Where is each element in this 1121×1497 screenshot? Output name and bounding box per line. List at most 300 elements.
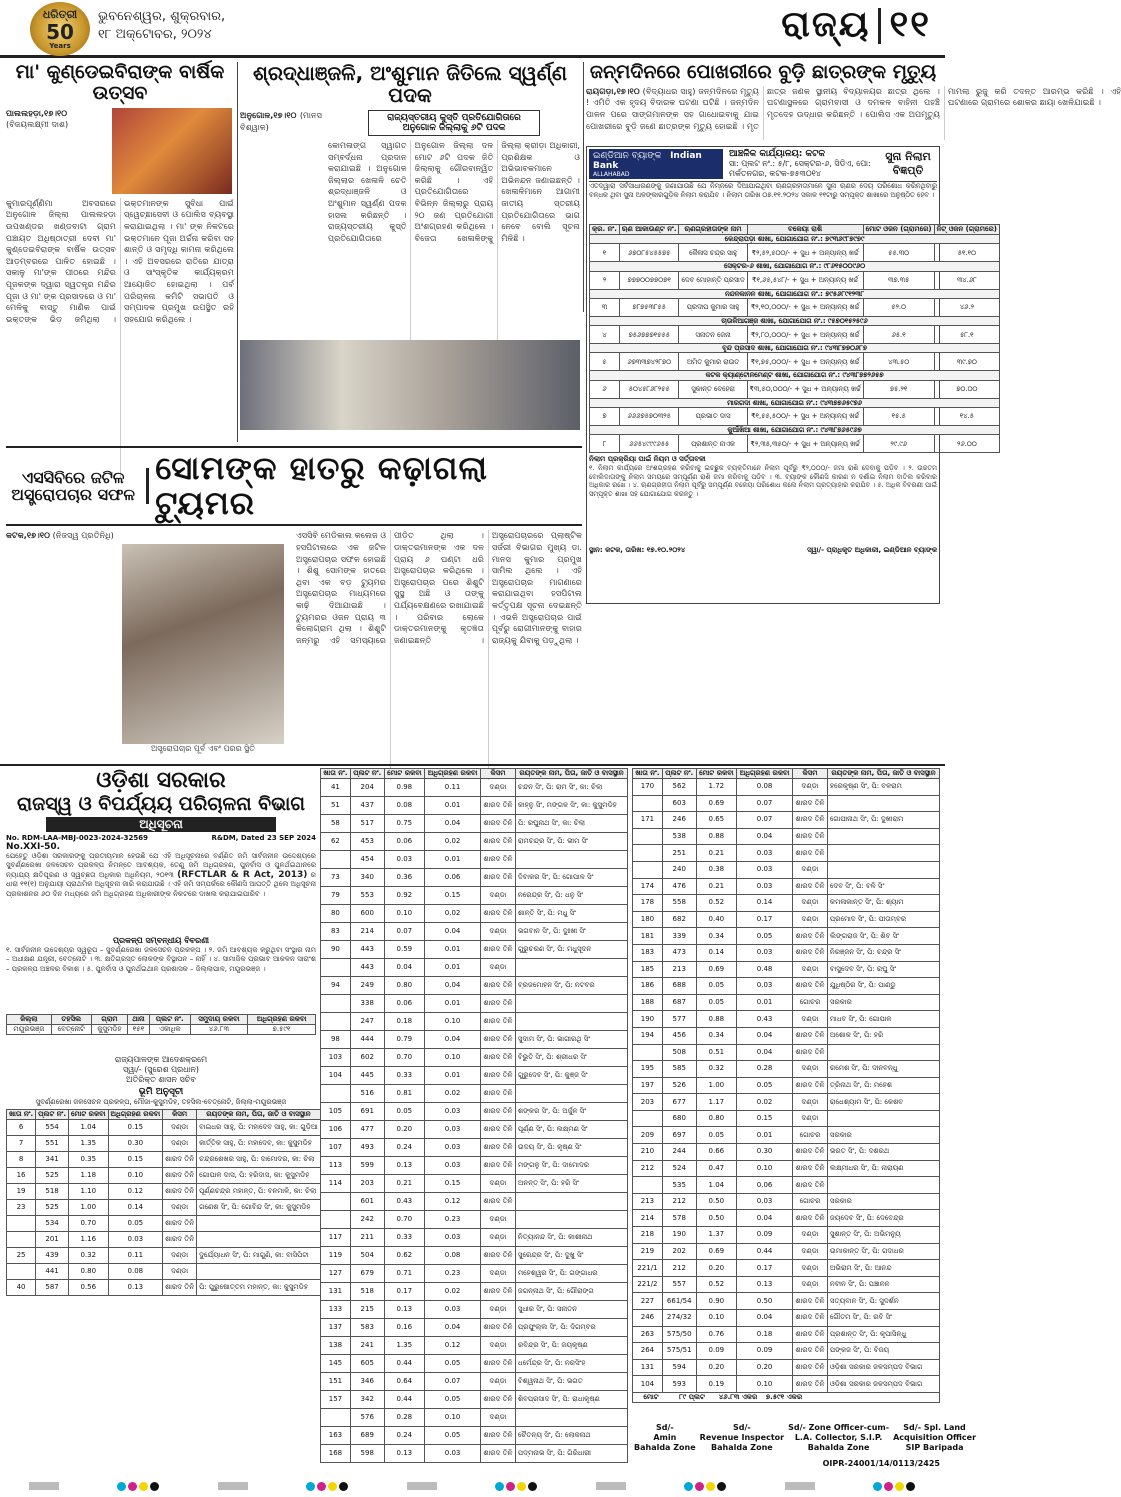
table-cell: 0.07 (737, 812, 793, 829)
table-cell: 0.02 (425, 905, 481, 923)
table-cell: 576 (350, 1409, 384, 1427)
table-row (633, 861, 940, 878)
table-cell: ୩ (590, 298, 620, 316)
table-cell: 0.70 (384, 1049, 424, 1067)
table-row (321, 1373, 628, 1391)
table-cell: 682 (662, 911, 696, 928)
table-cell: ଅଶୋକ ସିଂ, ପି: ହରି (827, 1027, 939, 1044)
table-cell: 518 (36, 1184, 69, 1200)
table-cell: 106 (321, 1121, 351, 1139)
land-summary-table (6, 1014, 316, 1035)
table-cell: ଶାରଦ ତିନି (793, 928, 828, 945)
table-cell: 1.35 (69, 1136, 108, 1152)
table-cell: 25 (7, 1248, 36, 1264)
table-cell: 197 (633, 1077, 663, 1094)
table-cell: 0.09 (737, 1227, 793, 1244)
table-cell: ଦଣ୍ଡା (481, 959, 516, 977)
signature-line: Acquisition Officer (893, 1432, 977, 1442)
table-cell: ଦୁର୍ଯ୍ୟୋଧନ ସିଂ, ପି: ମାଗୁଣି, କା: ବାସିପିଟା (197, 1248, 321, 1264)
table-header: କ୍ର. ନଂ. (590, 225, 620, 235)
table-cell: 0.19 (696, 1376, 736, 1393)
table-row (633, 1110, 940, 1127)
table-cell: ₹୧,୭୫,୦୦୦/- + ସୁଧ + ଅନ୍ୟାନ୍ୟ ଖର୍ଚ୍ଚ (747, 353, 863, 371)
table-cell: 174 (633, 878, 663, 895)
table-cell: ୬୬୬୭୫୭୦୩୨୫ (619, 408, 679, 426)
table-cell: ଗୋଚର (793, 1193, 828, 1210)
table-row (633, 1077, 940, 1094)
table-cell: 0.05 (696, 994, 736, 1011)
table-cell: ଶାରଦ ତିନି (793, 978, 828, 995)
table-cell (321, 1193, 351, 1211)
registration-dot (128, 1482, 137, 1491)
table-cell: 83 (321, 923, 351, 941)
land-schedule-right: ଖାତା ନଂ. ପ୍ଲଟ ନଂ. ମୋଟ ରକବା ଅଧିଗ୍ରହଣ ରକବା କିସମ ରୟତଙ୍କ ନାମ, ପିତା, ଜାତି ଓ ବାସସ୍ଥାନ 170 562 1.72 0.08 ଦଣ୍ଡା ହରେକୃଷ୍ଣ ସିଂ, ପି: ବଳରାମ 603 0.69 0.07 ଶାରଦ ତିନି 171 246 0.65 0.07 ଶାରଦ ତିନି ଗୋପୀନାଥ ସିଂ, ପି: ଦୁଖୀରାମ 538 0.88 0.04 ଶାରଦ ତିନି 251 0.21 0.03 ଶାରଦ ତିନି 240 0.38 0.03 ଦଣ୍ଡା 174 476 0.21 0.03 ଶାରଦ ତିନି ଦେବ ସିଂ, ପି: ବଳି ସିଂ 178 558 0.52 0.14 ଦଣ୍ଡା କମଳାକାନ୍ତ ସିଂ, ପି: ଶ୍ୟାମ 180 682 0.40 0.17 ଦଣ୍ଡା ପ୍ରମୋଦ ସିଂ, ପି: ପୀତାମ୍ବର 181 339 0.34 0.05 ଶାରଦ ତିନି ଲିଙ୍ଗରାଜ ସିଂ, ପି: ଶିବ ସିଂ 183 473 0.14 0.03 ଶାରଦ ତିନି ନିରଞ୍ଜନ ସିଂ, ପି: ଚନ୍ଦ୍ର ସିଂ 185 213 0.69 0.48 ଦଣ୍ଡା ବାସୁଦେବ ସିଂ, ପି: ରଘୁ ସିଂ 186 688 0.05 0.03 ଶାରଦ ତିନି ଯୁଧିଷ୍ଠିର ସିଂ, ପି: ପାଣ୍ଡୁ 188 687 0.05 0.01 ଗୋଚର ସରକାର 190 577 0.88 0.43 ଦଣ୍ଡା ମାଧବ ସିଂ, ପି: ଗୋପାଳ 194 456 0.34 0.04 ଶାରଦ ତିନି ଅଶୋକ ସିଂ, ପି: ହରି 508 0.51 0.04 ଶାରଦ ତିନି 195 585 0.32 0.28 ଦଣ୍ଡା ରମେଶ ସିଂ, ପି: ଦୀନବନ୍ଧୁ 197 526 1.00 0.05 ଶାରଦ ତିନି ତ୍ରିନାଥ ସିଂ, ପି: ମହେଶ 203 677 1.17 0.02 ଦଣ୍ଡା ରାଧେଶ୍ୟାମ ସିଂ, ପି: କେଶବ 680 0.80 0.15 ଦଣ୍ଡା 209 697 0.05 0.01 ଗୋଚର ସରକାର 210 244 0.66 0.30 ଶାରଦ ତିନି ଭରତ ସିଂ, ପି: ଦଶରଥ 212 524 0.47 0.10 ଶାରଦ ତିନି ଲକ୍ଷ୍ମୀଧର ସିଂ, ପି: ନାରାୟଣ 535 1.04 0.06 ଶାରଦ ତିନି 213 212 0.50 0.03 ଗୋଚର ସରକାର 214 578 0.50 0.04 ଶାରଦ ତିନି ଜୟଦେବ ସିଂ, ପି: ଦେବେନ୍ଦ୍ର 218 190 1.37 0.09 ଦଣ୍ଡା ସୁଶାନ୍ତ ସିଂ, ପି: ଅଭିମନ୍ୟୁ 219 202 0.69 0.44 ଦଣ୍ଡା ଉମାକାନ୍ତ ସିଂ, ପି: ଗଦାଧର 221/1 212 0.20 0.17 ଦଣ୍ଡା ଅଭିରାମ ସିଂ, ପି: ଆନନ୍ଦ 221/2 557 0.52 0.13 ଦଣ୍ଡା ନବୀନ ସିଂ, ପି: ପଞ୍ଚାନନ 227 661/54 0.90 0.50 ଶାରଦ ତିନି ସତ୍ୟବାନ ସିଂ, ପି: ସୁଦର୍ଶନ 246 274/32 0.10 0.04 ଶାରଦ ତିନି ଗୌତମ ସିଂ, ପି: ରବି ସିଂ 263 575/50 0.76 0.18 ଶାରଦ ତିନି ପ୍ରଶାନ୍ତ ସିଂ, ପି: କୃପାସିନ୍ଧୁ 264 575/51 0.09 0.09 ଶାରଦ ତିନି ପଙ୍କଜ ସିଂ, ପି: ବିଜୟ 131 594 0.20 0.20 ଶାରଦ ତିନି ଓଡ଼ିଶା ସରକାର ଜଳସମ୍ପଦ ବିଭାଗ 104 593 0.19 0.10 ଶାରଦ ତିନି ଓଡ଼ିଶା ସରକାର ଜଳସମ୍ପଦ ବିଭାଗ ମୋଟ ୮୯ ପ୍ଲଟ ୪୬.୮୩ ଏକର ୭.୫୯୧ ଏକର Sd/- Sd/- Sd/- Zone Officer-cum- Sd/- Spl. Land Amin Revenue Inspector L.A. Collector, S.I.P. Acquisition Officer Bahalda Zone Bahalda Zone Bahalda Zone SIP Baripada OIPR-24001/14/0113/2425 (634, 769, 977, 1468)
table-cell: 0.32 (696, 1061, 736, 1078)
table-cell: ₹୨,୧୦,୦୦୦/- + ସୁଧ + ଅନ୍ୟାନ୍ୟ ଖର୍ଚ୍ଚ (747, 298, 863, 316)
table-cell: 104 (633, 1376, 663, 1393)
table-cell: 445 (350, 1067, 384, 1085)
table-cell: ଦଣ୍ଡା (481, 1211, 516, 1229)
table-cell: ୧୫.୫ (863, 408, 934, 426)
table-row (633, 1293, 940, 1310)
table-cell: 0.10 (384, 905, 424, 923)
table-row (590, 271, 1000, 289)
table-row (321, 1391, 628, 1409)
table-cell: ₹୧,୫୫,୫୦୦/- + ସୁଧ + ଅନ୍ୟାନ୍ୟ ଖର୍ଚ୍ଚ (747, 408, 863, 426)
table-cell (7, 1232, 36, 1248)
table-cell: ଶାରଦ ତିନି (793, 1160, 828, 1177)
table-row (321, 1265, 628, 1283)
table-cell: ଶାରଦ ତିନି (481, 1013, 516, 1031)
table-cell: 0.10 (737, 1160, 793, 1177)
table-cell: 213 (662, 961, 696, 978)
table-cell: ଓଡ଼ିଶା ସରକାର ଜଳସମ୍ପଦ ବିଭାଗ (827, 1359, 939, 1376)
table-cell: ୫୨.୦ (863, 298, 934, 316)
table-cell: 0.10 (425, 1049, 481, 1067)
table-cell: ଶାରଦ ତିନି (793, 1293, 828, 1310)
table-cell: 691 (350, 1103, 384, 1121)
table-cell: 0.07 (384, 923, 424, 941)
table-cell: 577 (662, 1011, 696, 1028)
table-header: ମୋଟ ରକବା (696, 769, 736, 779)
table-row (633, 978, 940, 995)
grey-bar (218, 1482, 248, 1490)
table-cell: 0.80 (696, 1110, 736, 1127)
table-cell: 0.28 (384, 1409, 424, 1427)
table-cell: 0.05 (737, 1077, 793, 1094)
table-cell: 1.04 (69, 1120, 108, 1136)
signature-line: Amin (653, 1432, 677, 1442)
table-cell: 0.15 (425, 1175, 481, 1193)
table-cell: ୭ (590, 408, 620, 426)
table-cell: 0.04 (737, 828, 793, 845)
table-header: ଖାତା ନଂ. (633, 769, 663, 779)
table-cell (827, 795, 939, 812)
table-cell: କାର୍ତ୍ତିକ ସାହୁ, ପି: ମହାଦେବ, କା: କୁସୁମଡିହ (197, 1136, 321, 1152)
table-header: ବକେୟା ରାଶି (747, 225, 863, 235)
table-cell: 601 (350, 1193, 384, 1211)
table-cell: 437 (350, 797, 384, 815)
table-row (633, 1160, 940, 1177)
table-header: ରୟତଙ୍କ ନାମ, ପିତା, ଜାତି ଓ ବାସସ୍ଥାନ (197, 1110, 321, 1120)
table-cell: 0.69 (696, 1243, 736, 1260)
table-cell: ଶାରଦ ତିନି (481, 851, 516, 869)
table-cell: 600 (350, 905, 384, 923)
cmyk-dots (305, 1476, 349, 1495)
story-wrestling: ଶ୍ରଦ୍ଧାଞ୍ଜଳି, ଅଂଶୁମାନ ଜିତିଲେ ସ୍ୱର୍ଣ୍ଣ ପଦକ ଅନୁଗୋଳ,୧୭।୧୦ (ମାନସ ବିଶ୍ୱାଳ) ରାଜ୍ୟସ୍ତରୀୟ କୁସ୍ତି ପ୍ରତିଯୋଗିତାରେ ଅନୁଗୋଳ ଜିଲ୍ଲାକୁ ୬ଟି ପଦକ କୋମଳାଙ୍ଗ ସ୍ୱାଗତ ସମ୍ବର୍ଦ୍ଧନା ପ୍ରଦାନ କରାଯାଇଛି । ଅନୁଗୋଳ ଜିଲ୍ଲାର ଖେଳାଳି ଚେତି ଶ୍ରଦ୍ଧାଞ୍ଜଳି ଓ ଅଂଶୁମାନ ସ୍ୱର୍ଣ୍ଣ ପଦକ ହାସଲ କରିଛନ୍ତି । ରାଜ୍ୟସ୍ତରୀୟ କୁସ୍ତି ପ୍ରତିଯୋଗିତାରେ ଅନୁଗୋଳ ଜିଲ୍ଲା ଦଳ ମୋଟ ୬ଟି ପଦକ ଜିତି ଜିଲ୍ଲାକୁ ଗୌରବାନ୍ୱିତ କରିଛି । ଏହି ପ୍ରତିଯୋଗିତାରେ ବିଭିନ୍ନ ଜିଲ୍ଲାରୁ ପ୍ରାୟ ୨୦ ଜଣ ପ୍ରତିଯୋଗୀ ଅଂଶଗ୍ରହଣ କରିଥିଲେ । ବିଜେତା ଖେଳାଳିଙ୍କୁ ଜିଲ୍ଲା କ୍ରୀଡ଼ା ଅଧିକାରୀ, ପ୍ରଶିକ୍ଷକ ଓ ଅଭିଭାବକମାନେ ଅଭିନନ୍ଦନ ଜଣାଇଛନ୍ତି । ଖେଳାଳିମାନେ ଆଗାମୀ ଜାତୀୟ ସ୍ତରୀୟ ପ୍ରତିଯୋଗିତାରେ ଭାଗ ନେବେ ବୋଲି ସୂଚନା ମିଳିଛି । (240, 62, 580, 444)
table-cell: ଗଣେଶ ସିଂ, ପି: ଗୋବିନ୍ଦ ସିଂ, କା: କୁସୁମଡିହ (197, 1200, 321, 1216)
table-cell: ଶାରଦ ତିନି (793, 828, 828, 845)
table-cell: 209 (633, 1127, 663, 1144)
table-cell: ଦଣ୍ଡା (793, 1110, 828, 1127)
table-cell: 517 (350, 815, 384, 833)
table-cell: 339 (662, 928, 696, 945)
table-cell: ପ୍ରଶାନ୍ତ ନାଏକ (679, 435, 747, 453)
table-cell: ୬୭୦୮୫୪୫୫୭୫ (619, 244, 679, 262)
table-cell: 0.01 (425, 851, 481, 869)
table-header: ଋଣ ଆକାଉଣ୍ଟ ନଂ. (619, 225, 679, 235)
table-cell: 493 (350, 1139, 384, 1157)
table-cell: 0.10 (425, 1013, 481, 1031)
table-cell (633, 795, 663, 812)
table-row (321, 923, 628, 941)
branch-row: କଟକ କ୍ୟାଣ୍ଟୋନମେଣ୍ଟ ଶାଖା, ଯୋଗାଯୋଗ ନଂ.: ୯୪୩୮୭୭୨୬୫୭ (590, 371, 1000, 380)
table-cell: ୫୧.୧୦ (934, 244, 999, 262)
table-cell: ₹୨,୫୨,୫୦୦/- + ସୁଧ + ଅନ୍ୟାନ୍ୟ ଖର୍ଚ୍ଚ (747, 244, 863, 262)
table-row (590, 353, 1000, 371)
table-cell (633, 845, 663, 862)
table-cell: ମଙ୍ଗଳୁ ସିଂ, ପି: ଦାମୋଦର (515, 1157, 627, 1175)
table-cell: 0.05 (696, 978, 736, 995)
table-cell: ଶିବପ୍ରସାଦ ସିଂ, ପି: ରାଧାକୃଷ୍ଣ (515, 1391, 627, 1409)
table-cell: 688 (662, 978, 696, 995)
table-cell: ବାଇଧର ସାହୁ, ପି: ମହାଦେବ ସାହୁ, କା: ଗୁଡ଼ିଆ (197, 1120, 321, 1136)
table-row (321, 887, 628, 905)
table-cell: 0.11 (425, 779, 481, 797)
table-cell: 602 (350, 1049, 384, 1067)
table-cell: 274/32 (662, 1310, 696, 1327)
table-cell: 0.15 (425, 887, 481, 905)
table-cell: ଦିବାକର ସିଂ, ପି: ଗୋପାଳ ସିଂ (515, 869, 627, 887)
table-cell: ଦଣ୍ଡା (481, 1229, 516, 1247)
table-cell (633, 1110, 663, 1127)
branch-row: ସେକ୍ଟର-୬ ଶାଖା, ଯୋଗାଯୋଗ ନଂ.: ୯୮୬୧୫୦୦୯୬୦ (590, 262, 1000, 271)
story-body: ଜନ୍ମଦିନରେ ମୃତ୍ୟୁ ! ଏମିତି ଏକ ହୃଦୟ ବିଦାରକ ଘଟଣା ଘଟିଛି । ଜନ୍ମଦିନ ପାଳନ ପରେ ସାଙ୍ଗମାନଙ୍କ ସହ ଗାଧୋଇବାକୁ ଯାଇ ପୋଖରୀରେ ବୁଡ଼ି ଜଣେ ଛାତ୍ରଙ୍କ ମୃତ୍ୟୁ ହୋଇଛି । ମୃତ ଛାତ୍ର ଜଣକ ସ୍ଥାନୀୟ ବିଦ୍ୟାଳୟର ଛାତ୍ର ଥିଲେ । ଘଟଣାସ୍ଥଳରେ ଗ୍ରାମବାସୀ ଓ ଦମକଳ ବାହିନୀ ପହଞ୍ଚି ମୃତଦେହ ଉଦ୍ଧାର କରିଛନ୍ତି । ପୋଲିସ ଏକ ଅପମୃତ୍ୟୁ ମାମଲା ରୁଜୁ କରି ତଦନ୍ତ ଆରମ୍ଭ କରିଛି । ଏହି ଘଟଣାରେ ଗ୍ରାମରେ ଶୋକର ଛାୟା ଖେଳିଯାଇଛି । (586, 85, 1121, 131)
table-cell: 0.03 (737, 878, 793, 895)
table-cell: 0.01 (737, 994, 793, 1011)
table-cell: 346 (350, 1373, 384, 1391)
table-cell: 221/2 (633, 1276, 663, 1293)
table-cell: 190 (662, 1227, 696, 1244)
table-cell: 0.02 (425, 1085, 481, 1103)
table-cell: 127 (321, 1265, 351, 1283)
table-cell: 0.24 (384, 1139, 424, 1157)
table-cell: 441 (36, 1264, 69, 1280)
table-cell: ରବିନ୍ଦ୍ର ସିଂ, ପି: ଜୟକୃଷ୍ଣ (515, 1337, 627, 1355)
table-cell: 185 (633, 961, 663, 978)
table-cell: 0.52 (696, 1276, 736, 1293)
table-cell: ନିତ୍ୟାନନ୍ଦ ସିଂ, ପି: କାଶୀନାଥ (515, 1229, 627, 1247)
table-header: କିସମ (793, 769, 828, 779)
table-header: ପ୍ଲଟ ନଂ. (36, 1110, 69, 1120)
table-cell: 58 (321, 815, 351, 833)
table-cell: ୭୫.୨୧ (863, 380, 934, 398)
branch-row: ଚାଉଳିଆଗଞ୍ଜ ଶାଖା, ଯୋଗାଯୋଗ ନଂ.: ୯୫୭୦୧୫୨୫୯୬ (590, 316, 1000, 325)
registration-dot (506, 1482, 515, 1491)
table-cell (827, 1177, 939, 1194)
table-cell: 183 (633, 944, 663, 961)
table-cell: 0.15 (737, 1110, 793, 1127)
table-row (633, 994, 940, 1011)
table-cell: 0.08 (737, 779, 793, 796)
table-cell: 0.98 (384, 779, 424, 797)
table-cell: 0.05 (737, 928, 793, 945)
table-row (321, 959, 628, 977)
table-cell: 0.08 (425, 1247, 481, 1265)
table-row (633, 1359, 940, 1376)
table-cell: 40 (7, 1280, 36, 1296)
table-cell: ଦଣ୍ଡା (793, 1011, 828, 1028)
table-cell: ଗୋପୀନାଥ ସିଂ, ପି: ଦୁଖୀରାମ (827, 812, 939, 829)
table-cell: 0.03 (384, 851, 424, 869)
table-header: ନିଟ୍ ଓଜନ (ଗ୍ରାମରେ) (934, 225, 999, 235)
table-header: ରୟତଙ୍କ ନାମ, ପିତା, ଜାତି ଓ ବାସସ୍ଥାନ (827, 769, 939, 779)
table-cell: ଶାରଦ ତିନି (481, 1067, 516, 1085)
table-cell: 0.64 (384, 1373, 424, 1391)
headline: ଶ୍ରଦ୍ଧାଞ୍ଜଳି, ଅଂଶୁମାନ ଜିତିଲେ ସ୍ୱର୍ଣ୍ଣ ପଦକ (252, 61, 568, 107)
table-cell: 0.04 (425, 815, 481, 833)
table-cell: ଶାରଦ ତିନି (481, 1139, 516, 1157)
grey-bar (29, 1482, 59, 1490)
table-row (321, 1157, 628, 1175)
table-cell: 0.13 (108, 1280, 163, 1296)
cmyk-dots (116, 1476, 160, 1495)
table-cell: ଶାନ୍ତି ସିଂ, ପି: ମଧୁ ସିଂ (515, 905, 627, 923)
table-cell: ସରକାର (827, 994, 939, 1011)
table-cell: 0.33 (384, 1067, 424, 1085)
signature-line: Bahalda Zone (807, 1442, 870, 1452)
table-cell: 0.01 (425, 797, 481, 815)
table-cell: 180 (633, 911, 663, 928)
table-cell: 535 (662, 1177, 696, 1194)
table-cell: ଉମାକାନ୍ତ ସିଂ, ପି: ଗଦାଧର (827, 1243, 939, 1260)
table-cell: ଶାରଦ ତିନି (481, 1193, 516, 1211)
table-cell: 203 (350, 1175, 384, 1193)
table-cell (827, 1110, 939, 1127)
table-cell: 0.79 (384, 1031, 424, 1049)
table-cell: 0.28 (737, 1061, 793, 1078)
story-body: କୋମଳାଙ୍ଗ ସ୍ୱାଗତ ସମ୍ବର୍ଦ୍ଧନା ପ୍ରଦାନ କରାଯାଇଛି । ଅନୁଗୋଳ ଜିଲ୍ଲାର ଖେଳାଳି ଚେତି ଶ୍ରଦ୍ଧାଞ୍ଜଳି ଓ ଅଂଶୁମାନ ସ୍ୱର୍ଣ୍ଣ ପଦକ ହାସଲ କରିଛନ୍ତି । ରାଜ୍ୟସ୍ତରୀୟ କୁସ୍ତି ପ୍ରତିଯୋଗିତାରେ ଅନୁଗୋଳ ଜିଲ୍ଲା ଦଳ ମୋଟ ୬ଟି ପଦକ ଜିତି ଜିଲ୍ଲାକୁ ଗୌରବାନ୍ୱିତ କରିଛି । ଏହି ପ୍ରତିଯୋଗିତାରେ ବିଭିନ୍ନ ଜିଲ୍ଲାରୁ ପ୍ରାୟ ୨୦ ଜଣ ପ୍ରତିଯୋଗୀ ଅଂଶଗ୍ରହଣ କରିଥିଲେ । ବିଜେତା ଖେଳାଳିଙ୍କୁ ଜିଲ୍ଲା କ୍ରୀଡ଼ା ଅଧିକାରୀ, ପ୍ରଶିକ୍ଷକ ଓ ଅଭିଭାବକମାନେ ଅଭିନନ୍ଦନ ଜଣାଇଛନ୍ତି । ଖେଳାଳିମାନେ ଆଗାମୀ ଜାତୀୟ ସ୍ତରୀୟ ପ୍ରତିଯୋଗିତାରେ ଭାଗ ନେବେ ବୋଲି ସୂଚନା ମିଳିଛି । (328, 140, 580, 243)
table-cell: 0.03 (425, 1229, 481, 1247)
table-cell: ଦଣ୍ଡା (481, 1373, 516, 1391)
table-cell: 145 (321, 1355, 351, 1373)
newspaper-logo: ଧରିତ୍ରୀ 50 Years (30, 2, 90, 56)
table-cell: 0.03 (425, 1139, 481, 1157)
table-row (7, 1264, 321, 1280)
table-row (7, 1152, 321, 1168)
table-cell: 0.05 (425, 1427, 481, 1445)
grey-bar (407, 1482, 437, 1490)
table-header: କିସମ (481, 769, 516, 779)
table-cell: 0.01 (425, 941, 481, 959)
table-header: ଅଧିଗ୍ରହଣ ରକବା (248, 1015, 316, 1025)
table-cell: 80 (321, 905, 351, 923)
table-row (633, 1376, 940, 1393)
table-cell: 0.71 (384, 1265, 424, 1283)
table-cell: ଦଣ୍ଡା (793, 779, 828, 796)
table-cell: 553 (350, 887, 384, 905)
table-cell: ଦଣ୍ଡା (481, 923, 516, 941)
table-row (633, 1210, 940, 1227)
table-cell: 0.10 (108, 1168, 163, 1184)
table-row (321, 1085, 628, 1103)
table-cell: ପଦ୍ମନାଭ ସିଂ, ପି: ଗିରିଧାରୀ (515, 1445, 627, 1463)
table-cell: ସନାତନ ଜେନା (679, 326, 747, 344)
table-cell: 443 (350, 941, 384, 959)
table-cell: 107 (321, 1139, 351, 1157)
table-cell: ୨୯.୯୬ (863, 435, 934, 453)
table-cell: 0.15 (108, 1120, 163, 1136)
table-cell: 117 (321, 1229, 351, 1247)
table-cell: 0.13 (737, 1276, 793, 1293)
story-tumor-surgery: ଏସସିବିରେ ଜଟିଳ ଅସ୍ତ୍ରୋପଚାର ସଫଳ ସୋମଙ୍କ ହାତରୁ କଢ଼ାଗଲା ଟ୍ୟୁମର କଟକ,୧୭।୧୦ (ନିଜସ୍ୱ ପ୍ରତିନିଧି) ଅସ୍ତ୍ରୋପଚାର ପୂର୍ବ ଏବଂ ପରର ସ୍ଥିତି ଏସସିବି ମେଡିକାଲ କଲେଜ ଓ ହସପିଟାଲରେ ଏକ ଜଟିଳ ଅସ୍ତ୍ରୋପଚାର ସଫଳ ହୋଇଛି । ଶିଶୁ ସୋମଙ୍କ ହାତରେ ଥିବା ଏକ ବଡ଼ ଟ୍ୟୁମର ଅସ୍ତ୍ରୋପଚାର ମାଧ୍ୟମରେ କାଢ଼ି ଦିଆଯାଇଛି । ଟ୍ୟୁମରର ଓଜନ ପ୍ରାୟ ୩ କିଲୋଗ୍ରାମ ଥିଲା । ଶିଶୁଟି ଜନ୍ମରୁ ଏହି ସମସ୍ୟାରେ ପୀଡ଼ିତ ଥିଲା । ଡାକ୍ତରମାନଙ୍କ ଏକ ଦଳ ପ୍ରାୟ ୬ ଘଣ୍ଟା ଧରି ଅସ୍ତ୍ରୋପଚାର କରିଥିଲେ । ଅସ୍ତ୍ରୋପଚାର ପରେ ଶିଶୁଟି ସୁସ୍ଥ ଅଛି ଓ ତାଙ୍କୁ ପର୍ଯ୍ୟବେକ୍ଷଣରେ ରଖାଯାଇଛି । ପରିବାର ଲୋକେ ଡାକ୍ତରମାନଙ୍କୁ କୃତଜ୍ଞତା ଜଣାଇଛନ୍ତି । ଅସ୍ତ୍ରୋପଚାରରେ ପ୍ଲାଷ୍ଟିକ ସର୍ଜରୀ ବିଭାଗର ମୁଖ୍ୟ ଡା. ମାନସ କୁମାର ପ୍ରମୁଖ ସାମିଲ ଥିଲେ । ଏହି ଅସ୍ତ୍ରୋପଚାର ମାଗଣାରେ କରାଯାଇଥିବା ହସପିଟାଲ କର୍ତ୍ତୃପକ୍ଷ ସୂଚନା ଦେଇଛନ୍ତି । ଏଭଳି ଅସ୍ତ୍ରୋପଚାର ପାଇଁ ପୂର୍ବରୁ ରୋଗୀମାନଙ୍କୁ ବାହାର ରାଜ୍ୟକୁ ଯିବାକୁ ପଡ଼ୁଥିଲା । (6, 314, 582, 762)
table-row (633, 961, 940, 978)
table-row (321, 1301, 628, 1319)
table-cell: ଦଣ୍ଡା (793, 1061, 828, 1078)
table-row (321, 1067, 628, 1085)
table-cell: 0.50 (696, 1210, 736, 1227)
table-cell: 680 (662, 1110, 696, 1127)
table-cell: ଦଣ୍ଡା (163, 1136, 197, 1152)
table-row (633, 911, 940, 928)
table-header: ଅଧିଗ୍ରହଣ ରକବା (108, 1110, 163, 1120)
table-cell: ଶାରଦ ତିନି (481, 1319, 516, 1337)
table-cell: 0.88 (696, 828, 736, 845)
table-cell: 214 (633, 1210, 663, 1227)
table-row (633, 779, 940, 796)
table-cell: 0.30 (108, 1136, 163, 1152)
bank-auction-notice: ଇଣ୍ଡିଆନ ବ୍ୟାଙ୍କ Indian Bank ALLAHABAD ଆଞ୍ଚଳିକ କାର୍ଯ୍ୟାଳୟ: କଟକ ସା: ପ୍ଲଟ ନଂ.: ୫/୮, ସେକ୍ଟର-୬, ସିଡିଏ, ପୋ: ମର୍କତନଗର, କଟକ-୭୫୩୦୧୪ ସୁନା ନିଲାମ ବିଜ୍ଞପ୍ତି ଏତଦ୍ୱାରା ସର୍ବସାଧାରଣଙ୍କୁ ଜଣାଯାଉଛି ଯେ ନିମ୍ନରେ ଦିଆଯାଇଥିବା ଋଣଗ୍ରହୀତାମାନେ ସୁନା ଋଣର ଦେୟ ପରିଶୋଧ କରିନଥିବାରୁ ବନ୍ଧକ ଥିବା ସୁନା ଅଳଙ୍କାରଗୁଡ଼ିକ ନିଲାମ କରାଯିବ । ନିଲାମ ତାରିଖ ୦୭.୧୧.୨୦୨୪ ସକାଳ ୧୧ଟାରୁ ସମ୍ପୃକ୍ତ ଶାଖାରେ ଅନୁଷ୍ଠିତ ହେବ । କ୍ର. ନଂ. ଋଣ ଆକାଉଣ୍ଟ ନଂ. ଋଣଗ୍ରହୀତାଙ୍କ ନାମ ବକେୟା ରାଶି ମୋଟ ଓଜନ (ଗ୍ରାମରେ) ନିଟ୍ ଓଜନ (ଗ୍ରାମରେ) କେନ୍ଦ୍ରାପଡ଼ା ଶାଖା, ଯୋଗାଯୋଗ ନଂ.: ୭୯୩୬୯୮୭୯୭୯ ୧ ୬୭୦୮୫୪୫୫୭୫ କୈଳାସ ଚନ୍ଦ୍ର ସାହୁ ₹୨,୫୨,୫୦୦/- + ସୁଧ + ଅନ୍ୟାନ୍ୟ ଖର୍ଚ୍ଚ ୫୫.୩୦ ୫୧.୧୦ ସେକ୍ଟର-୬ ଶାଖା, ଯୋଗାଯୋଗ ନଂ.: ୯୮୬୧୫୦୦୯୬୦ ୨ ୭୭୭୦୦୭୭୦୭୧ ଦେବ ମୋହାନ୍ତି ପ୍ରସାଦ ₹୧,୬୫,୫୪୮/- + ସୁଧ + ଅନ୍ୟାନ୍ୟ ଖର୍ଚ୍ଚ ୩୭.୩୫ ୩୪.୬୮ ନନ୍ଦନକାନନ ଶାଖା, ଯୋଗାଯୋଗ ନଂ.: ୭୯୫୬୮୯୧୨୩୮ ୩ ୭୮୭୫୩୮୫୫ ପ୍ରଦୀପ କୁମାର ସାହୁ ₹୨,୧୦,୦୦୦/- + ସୁଧ + ଅନ୍ୟାନ୍ୟ ଖର୍ଚ୍ଚ ୫୨.୦ ୪୬.୨ ଚାଉଳିଆଗଞ୍ଜ ଶାଖା, ଯୋଗାଯୋଗ ନଂ.: ୯୫୭୦୧୫୨୫୯୬ ୪ ୭୫୬୭୭୭୧୫୫୫ ସନାତନ ଜେନା ₹୨,୮୦,୦୦୦/- + ସୁଧ + ଅନ୍ୟାନ୍ୟ ଖର୍ଚ୍ଚ ୬୫.୧ ୫୮.୧ ବୃନ୍ଦ ପ୍ରସାଦ ଶାଖା, ଯୋଗାଯୋଗ ନଂ.: ୯୪୩୮୭୭୦୬୮୭ ୫ ୬୭୩୩୭୪୨୮୭୦ ଅମିତ କୁମାର ରାଉତ ₹୧,୭୫,୦୦୦/- + ସୁଧ + ଅନ୍ୟାନ୍ୟ ଖର୍ଚ୍ଚ ୪୩.୫୦ ୩୯.୭୦ କଟକ କ୍ୟାଣ୍ଟୋନମେଣ୍ଟ ଶାଖା, ଯୋଗାଯୋଗ ନଂ.: ୯୪୩୮୭୭୨୬୫୭ ୬ ୫୦୪୫୮୬୮୨୫୫ ସୁକାନ୍ତ ବେହେରା ₹୩,୫୦,୦୦୦/- + ସୁଧ + ଅନ୍ୟାନ୍ୟ ଖର୍ଚ୍ଚ ୭୫.୨୧ ୭୦.୦୦ ମାରଗଦା ଶାଖା, ଯୋଗାଯୋଗ ନଂ.: ୯୪୩୭୭୬୫୯୭୬ ୭ ୬୬୬୭୫୭୦୩୨୫ ପ୍ରଭାତ ଦାସ ₹୧,୫୫,୫୦୦/- + ସୁଧ + ଅନ୍ୟାନ୍ୟ ଖର୍ଚ୍ଚ ୧୫.୫ ୧୪.୫ କୁଆଁଖିଆ ଶାଖା, ଯୋଗାଯୋଗ ନଂ.: ୯୪୩୮୭୬୫୯୬୭ ୮ ୬୬୫୪୯୯୯୬୫୫ ପ୍ରଶାନ୍ତ ନାଏକ ₹୨,୩୫,୩୫୦/- + ସୁଧ + ଅନ୍ୟାନ୍ୟ ଖର୍ଚ୍ଚ ୨୯.୯୬ ୨୬.୦୦ ନିଲାମ ପ୍ରକ୍ରିୟା ପାଇଁ ନିୟମ ଓ ସର୍ତ୍ତାବଳୀ ୧. ନିଲାମ କାର୍ଯ୍ୟରେ ଅଂଶଗ୍ରହଣ କରିବାକୁ ଇଚ୍ଛୁକ ବ୍ୟକ୍ତିମାନେ ନିଲାମ ପୂର୍ବରୁ ₹୨,୦୦୦/- ଜମା ରାଶି ଦେବାକୁ ପଡ଼ିବ । ୨. ଉଚ୍ଚତମ ବୋଲିଦାତାଙ୍କୁ ନିଲାମ ସମୟରେ ସମ୍ପୂର୍ଣ୍ଣ ରାଶି ଜମା କରିବାକୁ ପଡ଼ିବ । ୩. ବ୍ୟାଙ୍କ କୌଣସି କାରଣ ନ ଦର୍ଶାଇ ନିଲାମ ବାତିଲ କରିବାର ଅଧିକାର ରଖେ । ୪. ଋଣଗ୍ରହୀତା ନିଲାମ ପୂର୍ବରୁ ସମ୍ପୂର୍ଣ୍ଣ ବକେୟା ପରିଶୋଧ କଲେ ନିଲାମ ପ୍ରତ୍ୟାହାର କରାଯିବ । ୫. ଅଧିକ ବିବରଣୀ ପାଇଁ ସମ୍ପୃକ୍ତ ଶାଖା ସହ ଯୋଗାଯୋଗ କରନ୍ତୁ । ସ୍ଥାନ: କଟକ, ତାରିଖ: ୧୭.୧୦.୨୦୨୪ ସ୍ୱା/- ପ୍ରାଧିକୃତ ଅଧିକାରୀ, ଇଣ୍ଡିଆନ ବ୍ୟାଙ୍କ (586, 146, 940, 604)
registration-dot (306, 1482, 315, 1491)
table-row (633, 928, 940, 945)
table-cell: 0.56 (69, 1280, 108, 1296)
patient-photo-before (122, 544, 284, 744)
table-cell: 170 (633, 779, 663, 796)
table-cell: ୫୦୪୫୮୬୮୨୫୫ (619, 380, 679, 398)
table-cell: 687 (662, 994, 696, 1011)
table-cell: ୪୬.୨ (934, 298, 999, 316)
table-cell: 213 (633, 1193, 663, 1210)
table-cell: 1.72 (696, 779, 736, 796)
table-cell: ପ୍ରଫୁଲ୍ଲ ସିଂ, ପି: ଦିଗମ୍ବର (515, 1319, 627, 1337)
table-cell: 0.02 (425, 833, 481, 851)
table-row (321, 797, 628, 815)
table-cell (515, 1193, 627, 1211)
table-cell: 263 (633, 1326, 663, 1343)
table-cell (321, 995, 351, 1013)
table-cell: 241 (350, 1337, 384, 1355)
table-cell: 0.38 (696, 861, 736, 878)
table-cell: 137 (321, 1319, 351, 1337)
table-cell: 51 (321, 797, 351, 815)
table-cell: 221/1 (633, 1260, 663, 1277)
table-row (321, 1247, 628, 1265)
table-cell: 0.48 (737, 961, 793, 978)
table-cell: ସୁକାନ୍ତ ବେହେରା (679, 380, 747, 398)
table-cell: ମହେଶ୍ୱର ସିଂ, ପି: ଗଙ୍ଗାଧର (515, 1265, 627, 1283)
table-cell (197, 1232, 321, 1248)
govt-notification: ଓଡ଼ିଶା ସରକାର ରାଜସ୍ୱ ଓ ବିପର୍ଯ୍ୟୟ ପରିଚାଳନା ବିଭାଗ ଅଧିସୂଚନା No. RDM-LAA-MBJ-0023-2024-32569 R&DM, Dated 23 SEP 2024 No.XXI-50. ଯେହେତୁ ଓଡ଼ିଶା ସରକାରଙ୍କୁ ପ୍ରତୀୟମାନ ହେଉଛି ଯେ ଏହି ଅଧିସୂଚନାରେ ବର୍ଣ୍ଣିତ ଜମି ସାର୍ବଜନୀନ ଉଦ୍ଦେଶ୍ୟରେ ସୁବର୍ଣ୍ଣରେଖା ଜଳସେଚନ ପ୍ରକଳ୍ପ ନିମନ୍ତେ ଆବଶ୍ୟକ, ତେଣୁ ଜମି ଅଧିଗ୍ରହଣ, ପୁନର୍ବାସ ଓ ପୁନର୍ଥଇଥାନରେ ନ୍ୟାଯ୍ୟ କ୍ଷତିପୂରଣ ଓ ସ୍ୱଚ୍ଛତା ଅଧିକାର ଅଧିନିୟମ, ୨୦୧୩ (RFCTLAR & R Act, 2013) ର ଧାରା ୧୧(୧) ଅନୁଯାୟୀ ପ୍ରାଥମିକ ଅଧିସୂଚନା ଜାରି କରାଯାଉଛି । ଏହି ଜମି ସମ୍ପର୍କରେ କୌଣସି ଆପତ୍ତି ଥିଲେ ଅଧିସୂଚନା ପ୍ରକାଶନର ୬୦ ଦିନ ମଧ୍ୟରେ ଜମି ଅଧିଗ୍ରହଣ ଅଧିକାରୀଙ୍କ ନିକଟରେ ଦାଖଲ କରାଯାଇପାରିବ । ପ୍ରକଳ୍ପ ସମ୍ବନ୍ଧୀୟ ବିବରଣୀ ୧. ସାର୍ବଜନୀନ ଉଦ୍ଦେଶ୍ୟର ସ୍ୱରୂପ – ସୁବର୍ଣ୍ଣରେଖା ଜଳସେଚନ ପ୍ରକଳ୍ପ । ୨. ଜମି ଆବଶ୍ୟକ କରୁଥିବା ସଂସ୍ଥାର ନାମ – ଅଧୀକ୍ଷଣ ଯନ୍ତ୍ରୀ, ବେତ୍ନୋଟି । ୩. କ୍ଷତିଗ୍ରସ୍ତ ଲୋକଙ୍କ ବିସ୍ଥାପନ – ନାହିଁ । ୪. ସାମାଜିକ ପ୍ରଭାବ ଆକଳନ ସାରାଂଶ – ପ୍ରକଳ୍ପ ଅଞ୍ଚଳର ବିକାଶ । ୫. ପୁନର୍ବାସ ଓ ପୁନର୍ଥଇଥାନ ପ୍ରଶାସକ – ଜିଲ୍ଲାପାଳ, ମୟୂରଭଞ୍ଜ । ଜିଲ୍ଲା ତହସିଲ ଗ୍ରାମ ଥାନା ପ୍ଲଟ ନଂ. ସମୁଦାୟ ରକବା ଅଧିଗ୍ରହଣ ରକବା ମୟୂରଭଞ୍ଜ ବେତ୍ନୋଟି କୁସୁମଡିହ ୧୫୧ ଏକାଧିକ ୪୬.୮୩ ୭.୫୯୧ ରାଜ୍ୟପାଳଙ୍କ ଆଦେଶକ୍ରମେ ସ୍ୱା/- (ସୁରେଶ ପ୍ରଧାନ) ଅତିରିକ୍ତ ଶାସନ ସଚିବ ଭୂମି ଅନୁସୂଚୀ ସୁବର୍ଣ୍ଣରେଖା ଜଳସେଚନ ପ୍ରକଳ୍ପ, ମୌଜା-କୁସୁମଡିହ, ତହସିଲ-ବେତ୍ନୋଟି, ଜିଲ୍ଲା-ମୟୂରଭଞ୍ଜ ଖାତା ନଂ. ପ୍ଲଟ ନଂ. ମୋଟ ରକବା ଅଧିଗ୍ରହଣ ରକବା କିସମ ରୟତଙ୍କ ନାମ, ପିତା, ଜାତି ଓ ବାସସ୍ଥାନ 6 554 1.04 0.15 ଦଣ୍ଡା ବାଇଧର ସାହୁ, ପି: ମହାଦେବ ସାହୁ, କା: ଗୁଡ଼ିଆ 7 551 1.35 0.30 ଦଣ୍ଡା କାର୍ତ୍ତିକ ସାହୁ, ପି: ମହାଦେବ, କା: କୁସୁମଡିହ 8 341 0.35 0.15 ଶାରଦ ତିନି ଚନ୍ଦ୍ରଶେଖର ସାହୁ, ପି: ଦାମୋଦର, କା: ଚିଲା 16 525 1.18 0.10 ଶାରଦ ତିନି ଗୋପାଳ ଦାସ, ପି: ହରିଦାସ, କା: କୁସୁମଡିହ 19 518 1.10 0.12 ଶାରଦ ତିନି ପୂର୍ଣ୍ଣଚନ୍ଦ୍ର ମହାନ୍ତ, ପି: ବନମାଳି, କା: ଚିଲା 23 525 1.00 0.14 ଦଣ୍ଡା ଗଣେଶ ସିଂ, ପି: ଗୋବିନ୍ଦ ସିଂ, କା: କୁସୁମଡିହ 534 0.70 0.05 ଶାରଦ ତିନି 201 1.16 0.03 ଶାରଦ ତିନି 25 439 0.32 0.11 ଦଣ୍ଡା ଦୁର୍ଯ୍ୟୋଧନ ସିଂ, ପି: ମାଗୁଣି, କା: ବାସିପିଟା 441 0.80 0.08 ଦଣ୍ଡା 40 587 0.56 0.13 ଶାରଦ ତିନି ପି: ପୁରୁଷୋତ୍ତମ ମହାନ୍ତ, କା: କୁସୁମଡିହ (6, 768, 316, 1468)
signature-line: Sd/- (655, 1422, 674, 1432)
table-cell: ନରେନ୍ଦ୍ର ସିଂ, ପି: ଧନୁ ସିଂ (515, 887, 627, 905)
table-cell (321, 851, 351, 869)
table-cell: 473 (662, 944, 696, 961)
table-cell: 575/51 (662, 1343, 696, 1360)
table-row (633, 1310, 940, 1327)
table-cell: 0.04 (737, 1044, 793, 1061)
table-cell: ଶାରଦ ତିନି (481, 905, 516, 923)
table-cell: 0.69 (696, 795, 736, 812)
table-cell: 0.43 (384, 1193, 424, 1211)
table-cell: 0.01 (425, 995, 481, 1013)
table-cell: ୫ (590, 353, 620, 371)
table-cell (827, 828, 939, 845)
table-cell: ଶାରଦ ତିନି (481, 815, 516, 833)
table-cell: 525 (36, 1168, 69, 1184)
table-cell: 585 (662, 1061, 696, 1078)
table-cell: ଗୋଚର (793, 1127, 828, 1144)
table-cell: 0.07 (737, 795, 793, 812)
table-cell: ନବୀନ ସିଂ, ପି: ପଞ୍ଚାନନ (827, 1276, 939, 1293)
table-cell: 593 (662, 1376, 696, 1393)
table-header: ରୟତଙ୍କ ନାମ, ପିତା, ଜାତି ଓ ବାସସ୍ଥାନ (515, 769, 627, 779)
table-cell: ଭଗବାନ ସିଂ, ପି: ଦୁଃଖୀ ସିଂ (515, 923, 627, 941)
table-row (7, 1120, 321, 1136)
table-cell: 677 (662, 1094, 696, 1111)
table-cell: 0.66 (696, 1144, 736, 1161)
table-cell: 341 (36, 1152, 69, 1168)
table-cell: ସୁରେନ୍ଦ୍ର ସିଂ, ପି: ଦୁଖୁ ସିଂ (515, 1247, 627, 1265)
table-header: ପ୍ଲଟ ନଂ. (149, 1015, 190, 1025)
table-row (590, 380, 1000, 398)
table-cell: 151 (321, 1373, 351, 1391)
table-cell: 0.20 (384, 1121, 424, 1139)
table-cell: ଶାରଦ ତିନି (793, 944, 828, 961)
table-cell: 1.35 (384, 1337, 424, 1355)
table-cell: ଶାରଦ ତିନି (481, 869, 516, 887)
table-cell: 212 (662, 1193, 696, 1210)
table-row (633, 1011, 940, 1028)
registration-dot (328, 1482, 337, 1491)
table-cell: ସୁଶାନ୍ତ ସିଂ, ପି: ଅଭିମନ୍ୟୁ (827, 1227, 939, 1244)
table-cell (515, 1085, 627, 1103)
table-cell: ଗୁରୁଦେବ ସିଂ, ପି: କୁଞ୍ଜ ସିଂ (515, 1067, 627, 1085)
table-cell: ୪ (590, 326, 620, 344)
table-row (321, 1049, 628, 1067)
table-cell: ଶାରଦ ତିନି (163, 1216, 197, 1232)
table-cell: ଦଣ୍ଡା (481, 1265, 516, 1283)
table-cell: 0.32 (69, 1248, 108, 1264)
table-row (7, 1248, 321, 1264)
table-cell: 0.03 (737, 944, 793, 961)
table-cell: 0.14 (737, 895, 793, 912)
table-cell: ଶାରଦ ତିନି (793, 1359, 828, 1376)
table-cell: ୬୭୩୩୭୪୨୮୭୦ (619, 353, 679, 371)
registration-dot (717, 1482, 726, 1491)
story-drowning: ଜନ୍ମଦିନରେ ପୋଖରୀରେ ବୁଡ଼ି ଛାତ୍ରଙ୍କ ମୃତ୍ୟୁ ରାୟଗଡ଼ା,୧୭।୧୦ (ବିଦ୍ୟାଧର ସାହୁ) ଜନ୍ମଦିନରେ ମୃତ୍ୟୁ ! ଏମିତି ଏକ ହୃଦୟ ବିଦାରକ ଘଟଣା ଘଟିଛି । ଜନ୍ମଦିନ ପାଳନ ପରେ ସାଙ୍ଗମାନଙ୍କ ସହ ଗାଧୋଇବାକୁ ଯାଇ ପୋଖରୀରେ ବୁଡ଼ି ଜଣେ ଛାତ୍ରଙ୍କ ମୃତ୍ୟୁ ହୋଇଛି । ମୃତ ଛାତ୍ର ଜଣକ ସ୍ଥାନୀୟ ବିଦ୍ୟାଳୟର ଛାତ୍ର ଥିଲେ । ଘଟଣାସ୍ଥଳରେ ଗ୍ରାମବାସୀ ଓ ଦମକଳ ବାହିନୀ ପହଞ୍ଚି ମୃତଦେହ ଉଦ୍ଧାର କରିଛନ୍ତି । ପୋଲିସ ଏକ ଅପମୃତ୍ୟୁ ମାମଲା ରୁଜୁ କରି ତଦନ୍ତ ଆରମ୍ଭ କରିଛି । ଏହି ଘଟଣାରେ ଗ୍ରାମରେ ଶୋକର ଛାୟା ଖେଳିଯାଇଛି । (586, 61, 1121, 131)
table-cell: 340 (350, 869, 384, 887)
table-header: ଖାତା ନଂ. (7, 1110, 36, 1120)
